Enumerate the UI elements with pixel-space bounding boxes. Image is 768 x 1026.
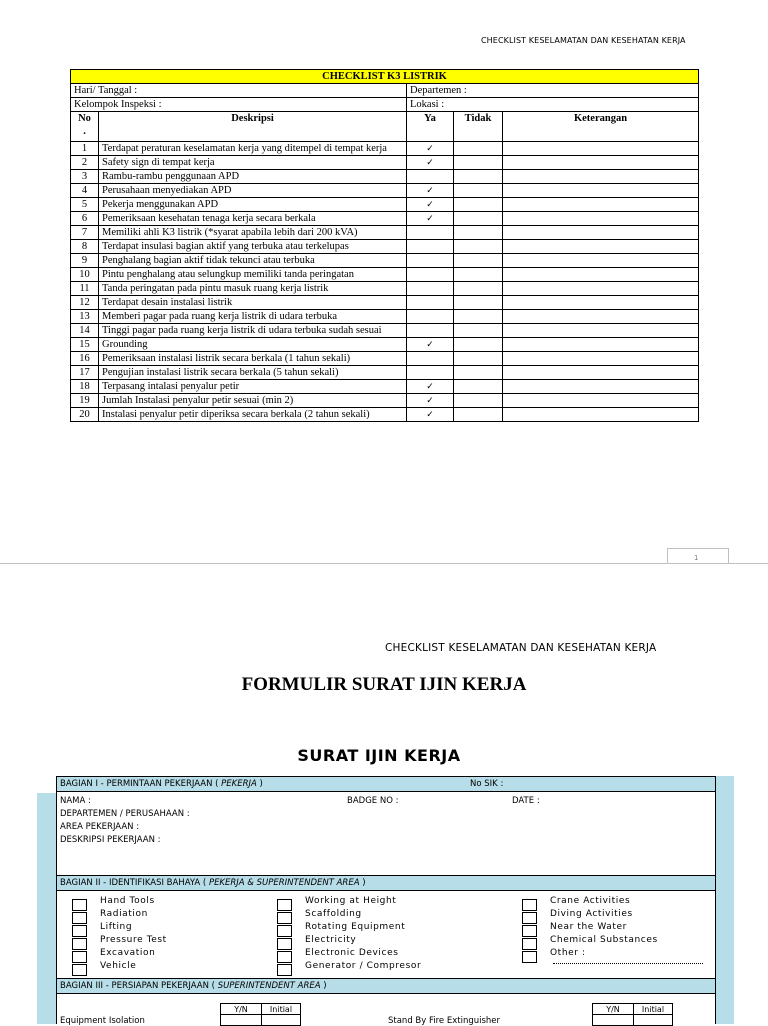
row-description: Rambu-rambu penggunaan APD [99,170,407,184]
other-dotted-line [553,963,703,964]
row-description: Terdapat insulasi bagian aktif yang terbuka atau terkelupas [99,240,407,254]
check-mark-icon: ✓ [426,339,434,349]
row-number: 13 [71,310,99,324]
row-description: Tinggi pagar pada ruang kerja listrik di udara terbuka sudah sesuai [99,324,407,338]
row-description: Pengujian instalasi listrik secara berkala (5 tahun sekali) [99,366,407,380]
row-keterangan[interactable] [503,142,699,156]
checklist-title: CHECKLIST K3 LISTRIK [71,70,699,84]
row-number: 9 [71,254,99,268]
checklist-row [71,324,699,338]
row-keterangan[interactable] [503,296,699,310]
checklist-row [71,380,699,394]
row-tidak[interactable] [454,394,503,408]
row-tidak[interactable] [454,366,503,380]
hazard-checkbox[interactable] [522,912,537,924]
row-number: 11 [71,282,99,296]
row-ya[interactable] [407,170,454,184]
row-keterangan[interactable] [503,310,699,324]
check-mark-icon: ✓ [426,185,434,195]
checklist-row [71,184,699,198]
row-keterangan[interactable] [503,324,699,338]
hazard-label: Near the Water [550,922,627,932]
row-description: Grounding [99,338,407,352]
checklist-row [71,310,699,324]
check-mark-icon: ✓ [426,213,434,223]
check-mark-icon: ✓ [426,381,434,391]
hazard-checkbox[interactable] [277,925,292,937]
row-description: Memiliki ahli K3 listrik (*syarat apabila lebih dari 200 kVA) [99,226,407,240]
field-kelompok-inspeksi: Kelompok Inspeksi : [71,98,407,112]
row-ya[interactable] [407,310,454,324]
row-ya[interactable] [407,156,454,170]
hazard-checkbox[interactable] [277,964,292,976]
hazard-label: Crane Activities [550,896,631,906]
row-number: 20 [71,408,99,422]
hazard-label: Pressure Test [100,935,167,945]
row-number: 17 [71,366,99,380]
row-number: 4 [71,184,99,198]
row-description: Pemeriksaan instalasi listrik secara berkala (1 tahun sekali) [99,352,407,366]
row-tidak[interactable] [454,324,503,338]
row-number: 5 [71,198,99,212]
row-keterangan[interactable] [503,366,699,380]
nama-label: NAMA : [60,796,91,806]
page-number: 1 [694,554,699,562]
row-number: 2 [71,156,99,170]
hazard-checkbox[interactable] [72,912,87,924]
stand-by-fire-extinguisher-label: Stand By Fire Extinguisher [388,1016,501,1026]
section-bagian-1 [57,776,715,792]
row-tidak[interactable] [454,352,503,366]
row-description: Penghalang bagian aktif tidak tekunci atau terbuka [99,254,407,268]
hazard-label: Generator / Compresor [305,961,422,971]
row-ya[interactable] [407,352,454,366]
checklist-table [70,69,699,422]
row-ya[interactable] [407,296,454,310]
hazard-label: Electronic Devices [305,948,399,958]
yn-initial-table-2 [592,1003,673,1026]
hazard-label: Radiation [100,909,148,919]
checklist-row [71,394,699,408]
no-sik-label: No SIK : [470,779,504,789]
row-keterangan[interactable] [503,268,699,282]
hazard-label: Chemical Substances [550,935,658,945]
row-tidak[interactable] [454,296,503,310]
check-mark-icon: ✓ [426,409,434,419]
row-description: Perusahaan menyediakan APD [99,184,407,198]
permit-form [56,776,716,1024]
hazard-checkbox[interactable] [277,951,292,963]
row-keterangan[interactable] [503,170,699,184]
hazard-label: Hand Tools [100,896,155,906]
area-pekerjaan-label: AREA PEKERJAAN : [60,822,140,832]
row-ya[interactable] [407,184,454,198]
row-number: 6 [71,212,99,226]
row-ya[interactable] [407,338,454,352]
row-keterangan[interactable] [503,282,699,296]
hazard-checkbox[interactable] [72,938,87,950]
row-tidak[interactable] [454,170,503,184]
field-lokasi: Lokasi : [407,98,699,112]
row-keterangan[interactable] [503,240,699,254]
row-description: Safety sign di tempat kerja [99,156,407,170]
row-number: 15 [71,338,99,352]
deskripsi-pekerjaan-label: DESKRIPSI PEKERJAAN : [60,835,161,845]
row-number: 10 [71,268,99,282]
yn-header: Y/N [221,1004,262,1015]
hazard-checkbox[interactable] [72,899,87,911]
row-tidak[interactable] [454,268,503,282]
checklist-row [71,142,699,156]
checklist-row [71,338,699,352]
row-keterangan[interactable] [503,338,699,352]
hazard-label: Vehicle [100,961,137,971]
hazard-label: Working at Height [305,896,397,906]
row-description: Jumlah Instalasi penyalur petir sesuai (min 2) [99,394,407,408]
row-tidak[interactable] [454,212,503,226]
row-description: Pintu penghalang atau selungkup memiliki tanda peringatan [99,268,407,282]
row-keterangan[interactable] [503,184,699,198]
row-ya[interactable] [407,142,454,156]
row-keterangan[interactable] [503,352,699,366]
section-bagian-3 [57,978,715,994]
row-tidak[interactable] [454,142,503,156]
hazard-checkbox[interactable] [72,964,87,976]
checklist-row [71,226,699,240]
row-ya[interactable] [407,240,454,254]
yn-header: Y/N [593,1004,634,1015]
yn-initial-table-1 [220,1003,301,1026]
col-header-keterangan: Keterangan [503,112,699,142]
hazard-checkbox[interactable] [522,951,537,963]
row-number: 16 [71,352,99,366]
hazard-checkbox[interactable] [522,899,537,911]
row-number: 1 [71,142,99,156]
hazard-label: Other : [550,948,586,958]
row-description: Tanda peringatan pada pintu masuk ruang kerja listrik [99,282,407,296]
row-number: 14 [71,324,99,338]
hazard-label: Scaffolding [305,909,362,919]
row-tidak[interactable] [454,380,503,394]
initial-header: Initial [262,1004,301,1015]
col-header-no: No . [71,112,99,142]
row-keterangan[interactable] [503,198,699,212]
col-header-tidak: Tidak [454,112,503,142]
row-ya[interactable] [407,226,454,240]
row-tidak[interactable] [454,156,503,170]
hazard-label: Electricity [305,935,357,945]
row-tidak[interactable] [454,254,503,268]
checklist-row [71,408,699,422]
row-description: Terdapat desain instalasi listrik [99,296,407,310]
hazard-label: Rotating Equipment [305,922,406,932]
check-mark-icon: ✓ [426,199,434,209]
hazard-checkbox[interactable] [277,938,292,950]
section-bagian-2 [57,875,715,891]
row-keterangan[interactable] [503,226,699,240]
form-title: FORMULIR SURAT IJIN KERJA [241,674,527,695]
form-subtitle: SURAT IJIN KERJA [297,746,461,765]
initial-header: Initial [634,1004,673,1015]
row-number: 7 [71,226,99,240]
row-tidak[interactable] [454,198,503,212]
row-keterangan[interactable] [503,408,699,422]
row-tidak[interactable] [454,282,503,296]
row-keterangan[interactable] [503,254,699,268]
row-ya[interactable] [407,380,454,394]
checklist-row [71,296,699,310]
row-ya[interactable] [407,254,454,268]
row-tidak[interactable] [454,184,503,198]
row-number: 18 [71,380,99,394]
row-ya[interactable] [407,366,454,380]
row-ya[interactable] [407,198,454,212]
row-number: 12 [71,296,99,310]
row-number: 8 [71,240,99,254]
row-description: Terpasang intalasi penyalur petir [99,380,407,394]
row-ya[interactable] [407,268,454,282]
bagian-3-label: BAGIAN III - PERSIAPAN PEKERJAAN ( SUPERINTENDENT AREA ) [60,981,327,991]
field-departemen: Departemen : [407,84,699,98]
side-stripe-left [37,793,56,1024]
check-mark-icon: ✓ [426,143,434,153]
checklist-row [71,170,699,184]
row-number: 19 [71,394,99,408]
checklist-row [71,268,699,282]
checklist-row [71,156,699,170]
hazard-checkbox[interactable] [522,925,537,937]
page-break [0,563,768,564]
checklist-rows [71,142,699,422]
check-mark-icon: ✓ [426,395,434,405]
row-ya[interactable] [407,212,454,226]
hazard-checkbox[interactable] [522,938,537,950]
checklist-row [71,198,699,212]
row-keterangan[interactable] [503,380,699,394]
equipment-isolation-label: Equipment Isolation [60,1016,145,1026]
hazard-label: Excavation [100,948,156,958]
row-tidak[interactable] [454,240,503,254]
row-description: Terdapat peraturan keselamatan kerja yang ditempel di tempat kerja [99,142,407,156]
row-tidak[interactable] [454,408,503,422]
col-header-deskripsi: Deskripsi [99,112,407,142]
row-description: Pemeriksaan kesehatan tenaga kerja secara berkala [99,212,407,226]
badge-no-label: BADGE NO : [347,796,399,806]
hazard-label: Lifting [100,922,133,932]
field-hari-tanggal: Hari/ Tanggal : [71,84,407,98]
row-description: Memberi pagar pada ruang kerja listrik di udara terbuka [99,310,407,324]
hazard-checkbox[interactable] [277,912,292,924]
hazard-label: Diving Activities [550,909,633,919]
row-keterangan[interactable] [503,394,699,408]
checklist-row [71,240,699,254]
row-keterangan[interactable] [503,156,699,170]
hazard-checkbox[interactable] [72,925,87,937]
checklist-row [71,282,699,296]
checklist-row [71,212,699,226]
departemen-label: DEPARTEMEN / PERUSAHAAN : [60,809,190,819]
row-ya[interactable] [407,394,454,408]
row-ya[interactable] [407,408,454,422]
bagian-2-label: BAGIAN II - IDENTIFIKASI BAHAYA ( PEKERJA & SUPERINTENDENT AREA ) [60,878,366,888]
row-description: Pekerja menggunakan APD [99,198,407,212]
row-description: Instalasi penyalur petir diperiksa secara berkala (2 tahun sekali) [99,408,407,422]
checklist-row [71,352,699,366]
row-number: 3 [71,170,99,184]
bagian-1-label: BAGIAN I - PERMINTAAN PEKERJAAN ( PEKERJA ) [60,779,263,789]
row-keterangan[interactable] [503,212,699,226]
check-mark-icon: ✓ [426,157,434,167]
row-ya[interactable] [407,282,454,296]
side-stripe-right [716,776,734,1024]
date-label: DATE : [512,796,540,806]
hazard-checkbox[interactable] [72,951,87,963]
page-header: CHECKLIST KESELAMATAN DAN KESEHATAN KERJA [481,36,686,45]
col-header-ya: Ya [407,112,454,142]
checklist-row [71,254,699,268]
row-tidak[interactable] [454,338,503,352]
row-ya[interactable] [407,324,454,338]
row-tidak[interactable] [454,310,503,324]
row-tidak[interactable] [454,226,503,240]
page-header-2: CHECKLIST KESELAMATAN DAN KESEHATAN KERJA [385,642,657,654]
hazard-checkbox[interactable] [277,899,292,911]
checklist-row [71,366,699,380]
